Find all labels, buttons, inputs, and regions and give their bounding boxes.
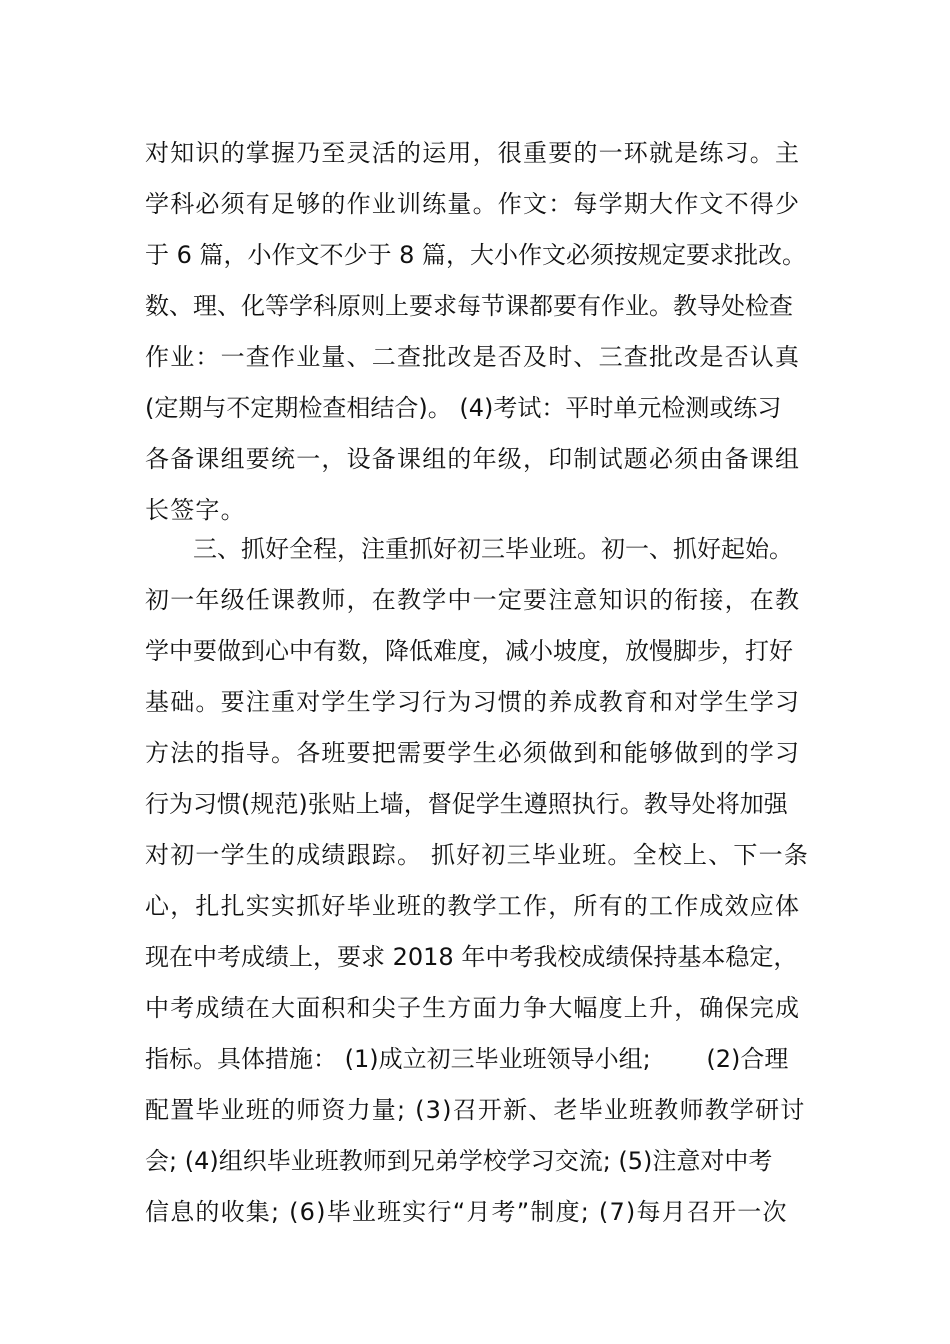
text-line: 现在中考成绩上，要求 2018 年中考我校成绩保持基本稳定，: [145, 943, 798, 971]
text-line: 配置毕业班的师资力量; (3)召开新、老毕业班教师教学研讨: [145, 1096, 806, 1124]
text-line: 对知识的掌握乃至灵活的运用，很重要的一环就是练习。主: [145, 139, 801, 167]
paragraph-practice: [145, 128, 810, 536]
text-line: 行为习惯(规范)张贴上墙，督促学生遵照执行。教导处将加强: [145, 790, 788, 818]
text-line: 作业：一查作业量、二查批改是否及时、三查批改是否认真: [145, 343, 801, 371]
text-line: 基础。要注重对学生学习行为习惯的养成教育和对学生学习: [145, 688, 801, 716]
text-line: 数、理、化等学科原则上要求每节课都要有作业。教导处检查: [145, 292, 793, 320]
text-line: (定期与不定期检查相结合)。 (4)考试：平时单元检测或练习: [145, 394, 782, 422]
text-line: 各备课组要统一，设备课组的年级，印制试题必须由备课组: [145, 445, 801, 473]
text-line: 对初一学生的成绩跟踪。 抓好初三毕业班。全校上、下一条: [145, 841, 810, 869]
text-line: 长签字。: [145, 496, 246, 524]
text-line: 信息的收集; (6)毕业班实行“月考”制度; (7)每月召开一次: [145, 1198, 788, 1226]
text-line: 心，扎扎实实抓好毕业班的教学工作，所有的工作成效应体: [145, 892, 801, 920]
text-line: 指标。具体措施： (1)成立初三毕业班领导小组; (2)合理: [145, 1045, 789, 1073]
text-line: 于 6 篇，小作文不少于 8 篇，大小作文必须按规定要求批改。: [145, 241, 807, 269]
text-line: 初一年级任课教师，在教学中一定要注意知识的衔接，在教: [145, 586, 801, 614]
text-line: 中考成绩在大面积和尖子生方面力争大幅度上升，确保完成: [145, 994, 801, 1022]
paragraph-section-three: [145, 524, 810, 1238]
text-line: 学中要做到心中有数，降低难度，减小坡度，放慢脚步，打好: [145, 637, 793, 665]
text-line: 学科必须有足够的作业训练量。作文：每学期大作文不得少: [145, 190, 801, 218]
text-line: 会; (4)组织毕业班教师到兄弟学校学习交流; (5)注意对中考: [145, 1147, 773, 1175]
text-line: 方法的指导。各班要把需要学生必须做到和能够做到的学习: [145, 739, 801, 767]
text-line: 三、抓好全程，注重抓好初三毕业班。初一、抓好起始。: [145, 535, 793, 563]
